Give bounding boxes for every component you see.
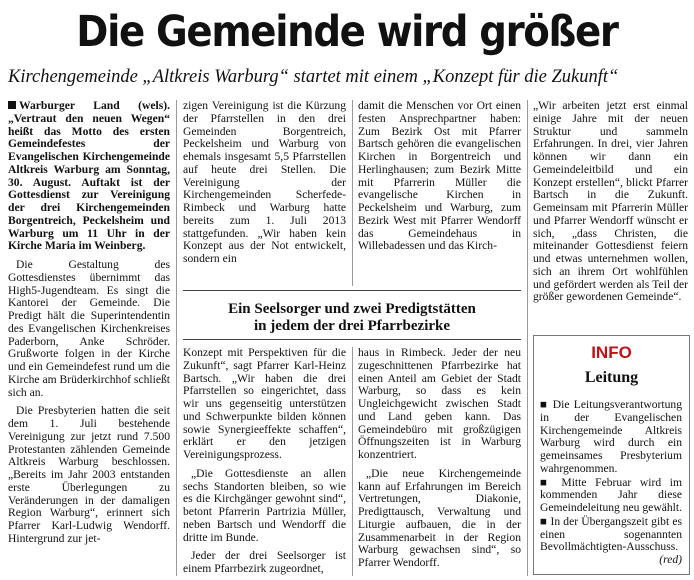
paragraph: Die Presbyterien hatten die seit dem 1. Juli bestehende Vereinigung zur jetzt rund 7.500 Protestanten zählenden Gemeinde Altkreis Warburg beschlossen. „Bereits im Jahr 2003 entstanden erste Überlegungen zu Veränderungen in der damaligen Region Warburg“, erinnert sich Pfarrer Karl-Ludwig Wendorff. Hintergrund zur jet-	[8, 404, 170, 545]
paragraph: Die Gestaltung des Gottesdienstes übernimmt das High5-Jugendteam. Es singt die Kantorei der Gemeinde. Die Predigt hält die Superintendentin des Evangelischen Kirchenkreises Paderborn, Anke Schröder. Grußworte folgen in der Kirche und ein Gemeindefest rund um die Kirche am Brüderkirchhof schließt sich an.	[8, 258, 170, 399]
info-list	[540, 399, 682, 567]
info-box	[533, 335, 690, 575]
intertitle-box	[183, 290, 521, 340]
info-item: ■ Mitte Februar wird im kommenden Jahr diese Gemeindeleitung neu gewählt.	[540, 475, 682, 514]
article-column-2-lower	[183, 347, 346, 576]
paragraph: Jeder der drei Seelsorger ist einem Pfarrbezirk zugeordnet,	[183, 549, 346, 575]
paragraph: Konzept mit Perspektiven für die Zukunft“, sagt Pfarrer Karl-Heinz Bartsch. „Wir haben die drei Pfarrstellen so eingerichtet, dass wir uns gegenseitig unterstützen und Schwerpunkte bilden können sowie Synergieeffekte schaffen“, erklärt er den jetzigen Vereinigungsprozess.	[183, 346, 346, 461]
paragraph: damit die Menschen vor Ort einen festen Ansprechpartner haben: Zum Bezirk Ost mit Pfarrer Bartsch gehören die evangelischen Kirchen in Borgentreich und Herlinghausen; zum Bezirk Mitte mit Pfarrerin Müller die evangelische Kirchen in Peckelsheim und Warburg, zum Bezirk West mit Pfarrer Wendorff das Gemeindehaus in Willebadessen und das Kirch-	[358, 99, 521, 253]
intertitle	[183, 301, 521, 335]
square-bullet-icon: ■	[540, 475, 553, 489]
paragraph: haus in Rimbeck. Jeder der neu zugeschnittenen Pfarrbezirke hat einen Anteil am Gebiet der Stadt Warburg, so dass es kein Ungleichgewicht zwischen Stadt und Land geben kann. Das Gemeindebüro mit großzügigen Öffnungszeiten ist in Warburg konzentriert.	[358, 346, 521, 461]
article-column-3	[358, 100, 521, 253]
lead-text: Warburger Land (wels). „Vertraut den neuen Wegen“ heißt das Motto des ersten Gemeindefestes der Evangelischen Kirchengemeinde Altkreis Warburg am Sonntag, 30. August. Auftakt ist der Gottesdienst zur Vereinigung der drei Kirchengemeinden Borgentreich, Peckelsheim und Warburg um 11 Uhr in der Kirche Maria im Weinberg.	[8, 99, 170, 253]
info-title: Leitung	[584, 369, 639, 386]
lead-paragraph	[8, 100, 170, 253]
article-column-1	[8, 100, 170, 546]
paragraph: „Die neue Kirchengemeinde kann auf Erfahrungen im Bereich Vertretungen, Diakonie, Predigttausch, Verwaltung und Liturgie aufbauen, die in der Zusammenarbeit in der Region Warburg gewachsen sind“, so Pfarrer Wendorff.	[358, 466, 521, 569]
square-bullet-icon	[8, 101, 16, 109]
intertitle-line-1: Ein Seelsorger und zwei Predigtstätten	[228, 301, 476, 317]
paragraph: „Wir arbeiten jetzt erst einmal einige Jahre mit der neuen Struktur und sammeln Erfahrungen. In drei, vier Jahren können wir dann ein Gemeindeleitbild und ein Konzept erstellen“, blickt Pfarrer Bartsch in die Zukunft. Gemeinsam mit Pfarrerin Müller und Pfarrer Wendorff wünscht er sich, „dass Christen, die miteinander Gottesdienst feiern und etwas unternehmen wollen, sich an ihrem Ort wohlfühlen und gefördert werden als Teil der größer gewordenen Gemeinde“.	[533, 99, 688, 304]
article-column-2	[183, 100, 346, 266]
info-label: INFO	[591, 343, 632, 362]
author-signature: (red)	[659, 553, 682, 566]
article-column-3-lower	[358, 347, 521, 570]
intertitle-line-2: in jedem der drei Pfarrbezirke	[253, 318, 451, 334]
square-bullet-icon: ■	[540, 398, 549, 411]
column-divider	[352, 347, 353, 576]
paragraph: zigen Vereinigung ist die Kürzung der Pfarrstellen in den drei Gemeinden Borgentreich, Peckelsheim und Warburg von ehemals insgesamt 5,5 Pfarrstellen auf heute drei Stellen. Die Vereinigung der Kirchengemeinden Scherfede-Rimbeck und Warburg hatte bereits zum 1. Juli 2013 stattgefunden. „Wir haben kein Konzept aus der Not entwickelt, sondern ein	[183, 99, 346, 265]
article-headline: Die Gemeinde wird größer	[76, 7, 618, 57]
column-divider	[527, 100, 528, 576]
info-item: ■ In der Übergangszeit gibt es einen sogenannten Bevollmächtigten-Ausschuss. (red)	[540, 514, 683, 566]
article-subheadline: Kirchengemeinde „Altkreis Warburg“ startet mit einem „Konzept für die Zukunft“	[8, 67, 619, 87]
square-bullet-icon: ■	[540, 514, 548, 528]
info-item: ■ Die Leitungsverantwortung in der Evangelischen Kirchengemeinde Altkreis Warburg wird durch ein gemeinsames Presbyterium wahrgenommen.	[540, 398, 682, 475]
paragraph: „Die Gottesdienste an allen sechs Standorten bleiben, so wie es die Kirchgänger gewohnt sind“, betont Pfarrerin Partrizia Müller, neben Bartsch und Wendorff die dritte im Bunde.	[183, 466, 346, 544]
article-column-4	[533, 100, 688, 304]
column-divider	[176, 100, 177, 576]
column-divider	[352, 100, 353, 286]
